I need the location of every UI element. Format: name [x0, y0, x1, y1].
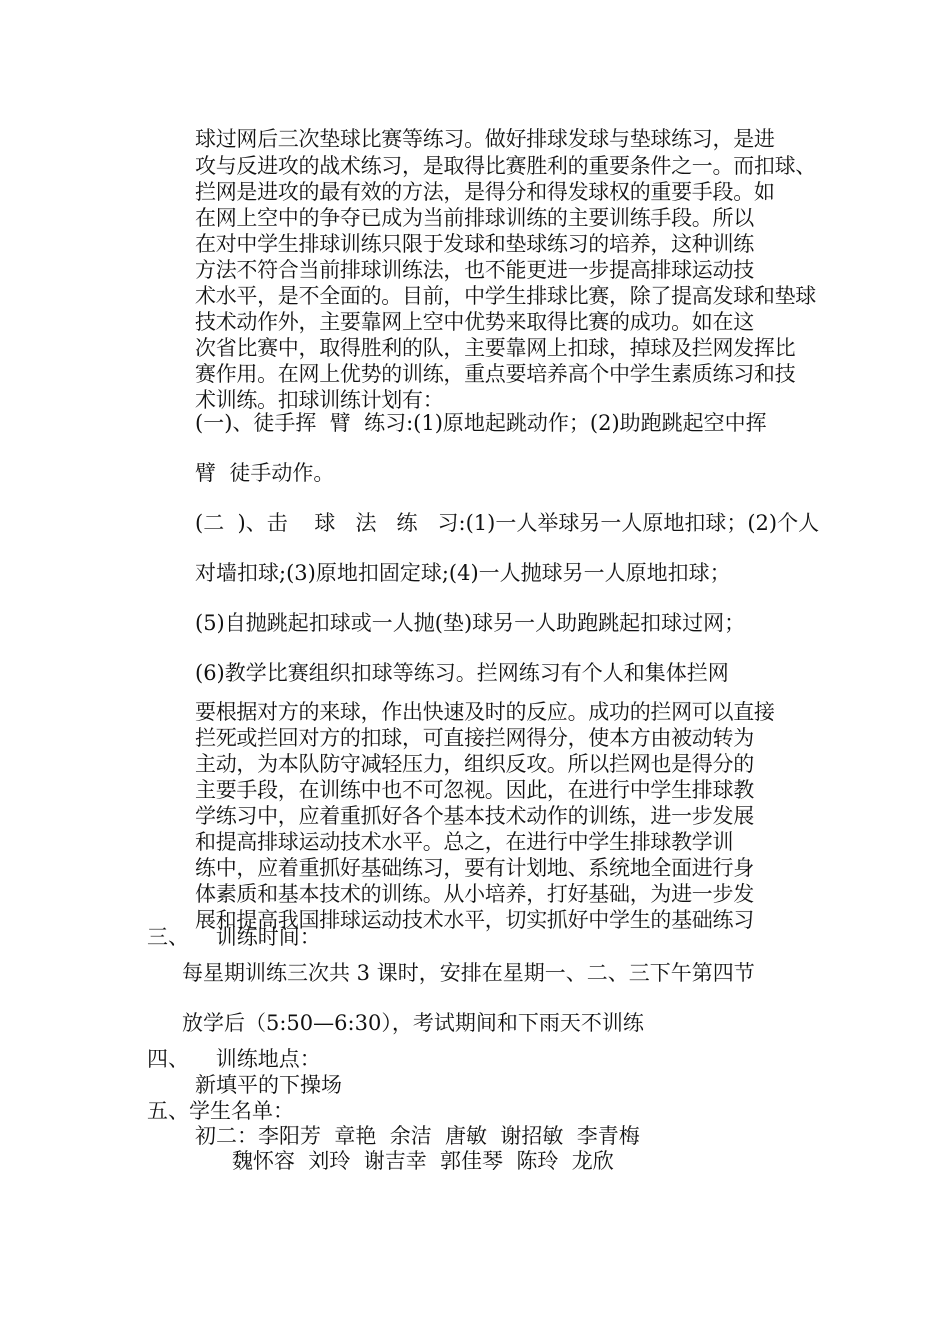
section-heading: 五、学生名单：: [147, 1099, 294, 1123]
text-line: 主动，为本队防守减轻压力，组织反攻。所以拦网也是得分的: [195, 752, 754, 776]
plan-item-1-cont: 臂 徒手动作。: [195, 461, 335, 485]
text-line: 术水平，是不全面的。目前，中学生排球比赛，除了提高发球和垫球: [195, 284, 816, 308]
plan-item-2-cont: (6)教学比赛组织扣球等练习。拦网练习有个人和集体拦网: [195, 661, 729, 685]
text-line: 拦网是进攻的最有效的方法，是得分和得发球权的重要手段。如: [195, 180, 775, 204]
text-line: 攻与反进攻的战术练习，是取得比赛胜利的重要条件之一。而扣球、: [195, 154, 816, 178]
text-line: 学练习中，应着重抓好各个基本技术动作的训练，进一步发展: [195, 804, 754, 828]
text-line: 体素质和基本技术的训练。从小培养，打好基础，为进一步发: [195, 882, 754, 906]
text-line: 技术动作外，主要靠网上空中优势来取得比赛的成功。如在这: [195, 310, 754, 334]
section-heading: 三、 训练时间：: [147, 925, 321, 949]
text-line: 球过网后三次垫球比赛等练习。做好排球发球与垫球练习，是进: [195, 127, 775, 151]
text-line: 练中，应着重抓好基础练习，要有计划地、系统地全面进行身: [195, 856, 754, 880]
text-line: 和提高排球运动技术水平。总之，在进行中学生排球教学训: [195, 830, 734, 854]
text-line: 术训练。扣球训练计划有：: [195, 388, 444, 412]
plan-item-2-cont: (5)自抛跳起扣球或一人抛(垫)球另一人助跑跳起扣球过网；: [195, 611, 746, 635]
text-line: 拦死或拦回对方的扣球，可直接拦网得分，使本方由被动转为: [195, 726, 754, 750]
plan-item-1: (一)、徒手挥 臂 练习:(1)原地起跳动作；(2)助跑跳起空中挥: [195, 411, 767, 435]
text-line: 在网上空中的争夺已成为当前排球训练的主要训练手段。所以: [195, 206, 754, 230]
text-line: 展和提高我国排球运动技术水平，切实抓好中学生的基础练习: [195, 908, 754, 932]
training-place: 新填平的下操场: [195, 1073, 342, 1097]
plan-item-2: (二 )、击 球 法 练 习:(1)一人举球另一人原地扣球；(2)个人: [195, 511, 820, 535]
text-line: 在对中学生排球训练只限于发球和垫球练习的培养，这种训练: [195, 232, 754, 256]
text-line: 次省比赛中，取得胜利的队，主要靠网上扣球，掉球及拦网发挥比: [195, 336, 796, 360]
text-line: 赛作用。在网上优势的训练，重点要培养高个中学生素质练习和技: [195, 362, 796, 386]
text-line: 要根据对方的来球，作出快速及时的反应。成功的拦网可以直接: [195, 700, 775, 724]
section-heading: 四、 训练地点：: [147, 1047, 321, 1071]
training-time-line: 放学后（5:50—6:30），考试期间和下雨天不训练: [182, 1011, 644, 1035]
text-line: 主要手段，在训练中也不可忽视。因此，在进行中学生排球教: [195, 778, 754, 802]
text-line: 方法不符合当前排球训练法，也不能更进一步提高排球运动技: [195, 258, 754, 282]
student-names-row: 初二：李阳芳 章艳 余洁 唐敏 谢招敏 李青梅: [195, 1124, 640, 1148]
student-names-row: 魏怀容 刘玲 谢吉幸 郭佳琴 陈玲 龙欣: [232, 1149, 614, 1173]
training-time-line: 每星期训练三次共 3 课时，安排在星期一、二、三下午第四节: [182, 961, 755, 985]
plan-item-2-cont: 对墙扣球;(3)原地扣固定球;(4)一人抛球另一人原地扣球；: [195, 561, 731, 585]
